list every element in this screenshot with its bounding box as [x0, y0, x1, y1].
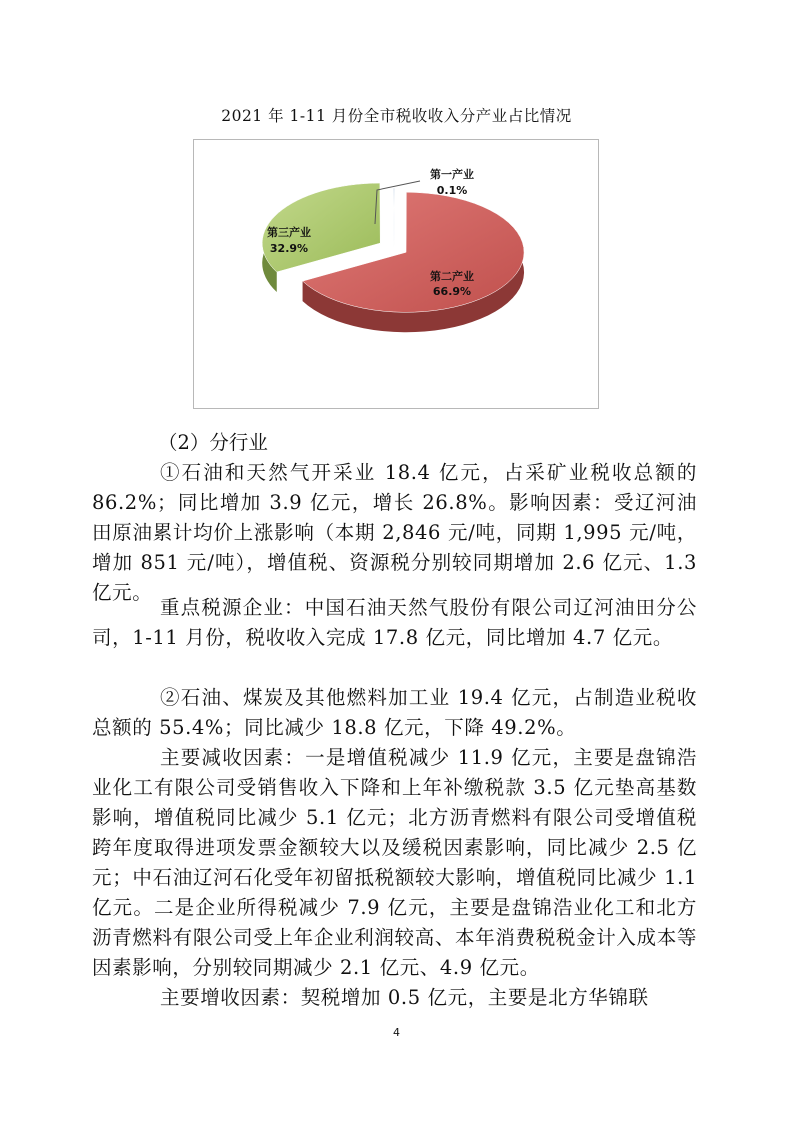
slice-label-secondary: 第二产业 — [430, 270, 474, 283]
slice-value-secondary: 66.9% — [432, 285, 472, 298]
paragraph-key-taxpayer: 重点税源企业：中国石油天然气股份有限公司辽河油田分公司，1-11 月份，税收收入完成 17.8 亿元，同比增加 4.7 亿元。 — [92, 596, 697, 649]
slice-label-primary: 第一产业 — [430, 168, 474, 181]
paragraph-oil-gas: ①石油和天然气开采业 18.4 亿元，占采矿业税收总额的 86.2%；同比增加 3.9 亿元，增长 26.8%。影响因素：受辽河油田原油累计均价上涨影响（本期 2,846 元/吨，同期 1,995 元/吨，增加 851 元/吨），增值税、资源税分别较同期增加 2.6 亿元、1.3 亿元。 — [92, 461, 697, 604]
slice-value-tertiary: 32.9% — [269, 242, 309, 255]
paragraph-decrease-factors: 主要减收因素：一是增值税减少 11.9 亿元，主要是盘锦浩业化工有限公司受销售收入下降和上年补缴税款 3.5 亿元垫高基数影响，增值税同比减少 5.1 亿元；北方沥青燃料有限公司受增值税跨年度取得进项发票金额较大以及缓税因素影响，同比减少 2.5 亿元；中石油辽河石化受年初留抵税额较大影响，增值税同比减少 1.1 亿元。二是企业所得税减少 7.9 亿元，主要是盘锦浩业化工和北方沥青燃料有限公司受上年企业利润较高、本年消费税税金计入成本等因素影响，分别较同期减少 2.1 亿元、4.9 亿元。 — [92, 746, 697, 979]
pie-slices — [262, 183, 524, 332]
slice-primary — [394, 188, 395, 248]
slice-value-primary: 0.1% — [436, 184, 468, 197]
paragraph-fuel-processing: ②石油、煤炭及其他燃料加工业 19.4 亿元，占制造业税收总额的 55.4%；同比减少 18.8 亿元，下降 49.2%。 — [92, 686, 697, 739]
page-number: 4 — [393, 1026, 400, 1039]
slice-label-tertiary: 第三产业 — [267, 226, 311, 239]
pie-chart-frame — [193, 139, 599, 409]
paragraph-increase-factors: 主要增收因素：契税增加 0.5 亿元，主要是北方华锦联 — [160, 986, 649, 1009]
pie-chart — [194, 140, 598, 408]
figure-caption: 2021 年 1-11 月份全市税收收入分产业占比情况 — [221, 107, 572, 125]
section-heading: （2）分行业 — [158, 431, 268, 454]
